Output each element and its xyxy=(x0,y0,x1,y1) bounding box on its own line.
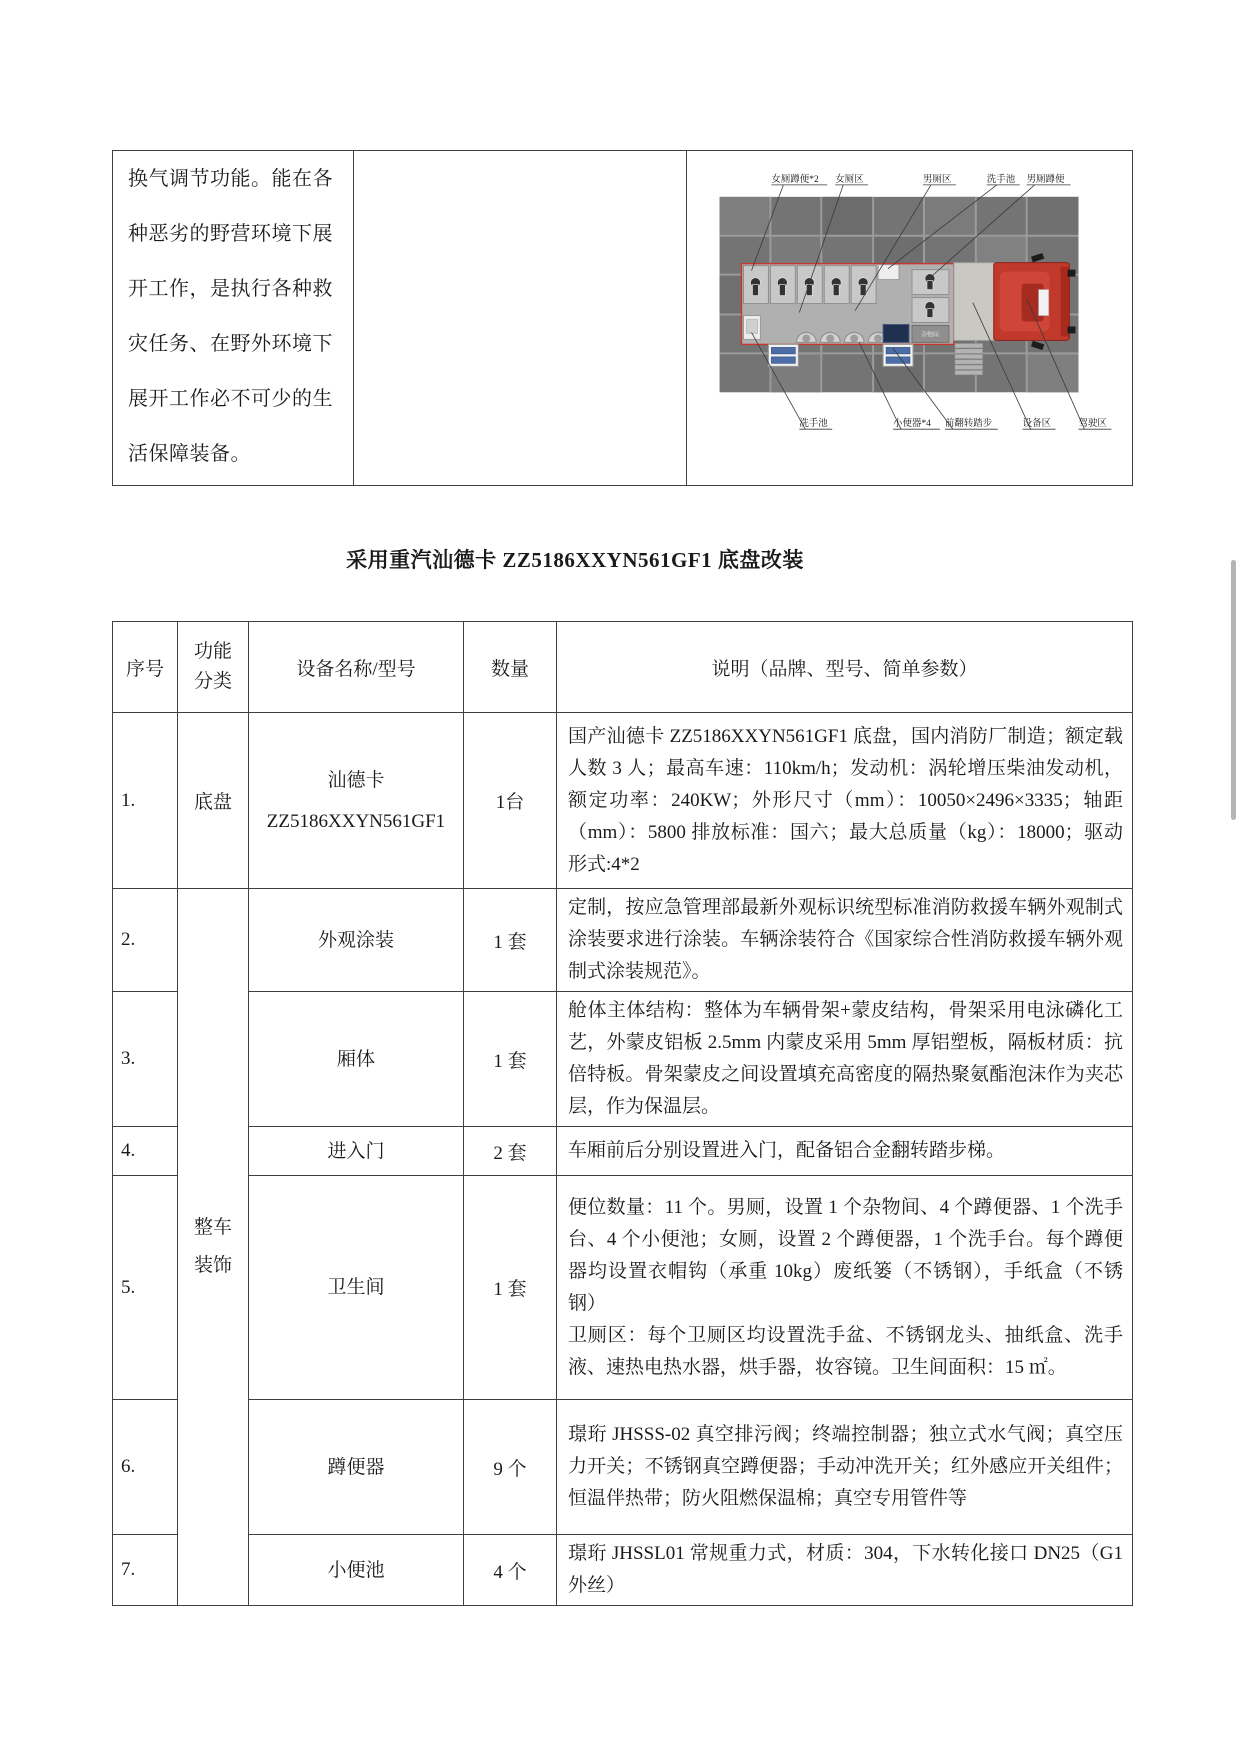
svg-text:男厕蹲便: 男厕蹲便 xyxy=(1026,174,1065,185)
row-qty: 9 个 xyxy=(464,1400,557,1535)
desc-paragraph: 璟珩 JHSSL01 常规重力式，材质：304，下水转化接口 DN25（G1 外丝） xyxy=(568,1543,1123,1596)
row-desc xyxy=(557,1127,1133,1176)
blue-panel xyxy=(883,324,909,342)
name-line: ZZ5186XXYN561GF1 xyxy=(266,810,446,832)
table-header-row xyxy=(113,622,1133,713)
washbasin xyxy=(743,316,760,340)
row-qty: 2 套 xyxy=(464,1127,557,1176)
top-table-image-cell xyxy=(687,151,1133,486)
desc-paragraph: 舱体主体结构：整体为车辆骨架+蒙皮结构，骨架采用电泳磷化工艺，外蒙皮铝板 2.5mm 内蒙皮采用 5mm 厚铝塑板，隔板材质：抗倍特板。骨架蒙皮之间设置填充高密度的隔热聚氨酯泡沫作为夹芯层，作为保温层。 xyxy=(568,1000,1123,1117)
desc-paragraph: 车厢前后分别设置进入门，配备铝合金翻转踏步梯。 xyxy=(568,1140,1006,1161)
svg-text:前翻转踏步: 前翻转踏步 xyxy=(944,419,993,430)
row-name xyxy=(249,889,464,992)
table-row xyxy=(113,1400,1133,1535)
row-name xyxy=(249,713,464,889)
row-category-merged: 整车装饰 xyxy=(178,889,249,1606)
name-line: 小便池 xyxy=(327,1559,385,1581)
row-desc xyxy=(557,713,1133,889)
svg-text:驾驶区: 驾驶区 xyxy=(1078,419,1107,430)
row-category: 底盘 xyxy=(178,713,249,889)
row-name xyxy=(249,1400,464,1535)
table-row xyxy=(113,992,1133,1127)
name-line: 外观涂装 xyxy=(317,929,394,951)
header-desc: 说明（品牌、型号、简单参数） xyxy=(557,622,1133,713)
svg-text:小便器*4: 小便器*4 xyxy=(893,419,931,430)
row-no: 5. xyxy=(113,1176,178,1400)
header-name: 设备名称/型号 xyxy=(249,622,464,713)
truck-cab xyxy=(994,253,1076,350)
female-stalls xyxy=(743,266,876,304)
row-no: 3. xyxy=(113,992,178,1127)
row-no: 1. xyxy=(113,713,178,889)
table-row xyxy=(113,1535,1133,1606)
table-row xyxy=(113,1176,1133,1400)
desc-paragraph: 国产汕德卡 ZZ5186XXYN561GF1 底盘，国内消防厂制造；额定载人数 3 人；最高车速：110km/h；发动机：涡轮增压柴油发动机，额定功率：240KW；外形尺寸（mm）：10050×2496×3335；轴距（mm）：5800 排放标准：国六；最大总质量（kg）：18000；驱动形式:4*2 xyxy=(568,725,1123,875)
row-desc xyxy=(557,1535,1133,1606)
top-table xyxy=(112,150,1133,486)
row-qty: 1 套 xyxy=(464,992,557,1127)
desc-paragraph: 定制，按应急管理部最新外观标识统型标准消防救援车辆外观制式涂装要求进行涂装。车辆涂装符合《国家综合性消防救援车辆外观制式涂装规范》。 xyxy=(568,897,1123,982)
name-line: 进入门 xyxy=(327,1140,385,1162)
svg-text:设备区: 设备区 xyxy=(1022,419,1052,430)
table-row xyxy=(113,889,1133,992)
header-category: 功能分类 xyxy=(178,622,249,713)
equipment-area xyxy=(954,263,994,341)
spec-table xyxy=(112,621,1133,1606)
row-name xyxy=(249,1535,464,1606)
top-table-text-cell: 换气调节功能。能在各种恶劣的野营环境下展开工作，是执行各种救灾任务、在野外环境下展开工作必不可少的生活保障装备。 xyxy=(113,151,354,486)
desc-paragraph: 卫厕区：每个卫厕区均设置洗手盆、不锈钢龙头、抽纸盒、洗手液、速热电热水器，烘手器，妆容镜。卫生间面积：15 ㎡。 xyxy=(568,1324,1123,1378)
svg-text:洗手池: 洗手池 xyxy=(986,174,1016,185)
name-line: 厢体 xyxy=(336,1048,375,1070)
row-qty: 4 个 xyxy=(464,1535,557,1606)
row-desc xyxy=(557,889,1133,992)
row-no: 7. xyxy=(113,1535,178,1606)
header-no: 序号 xyxy=(113,622,178,713)
top-table-empty-cell xyxy=(354,151,687,486)
row-name xyxy=(249,1176,464,1400)
table-row xyxy=(113,1127,1133,1176)
truck-layout-diagram xyxy=(687,151,1133,485)
header-qty: 数量 xyxy=(464,622,557,713)
desc-paragraph: 便位数量：11 个。男厕，设置 1 个杂物间、4 个蹲便器、1 个洗手台、4 个小便池；女厕，设置 2 个蹲便器，1 个洗手台。每个蹲便器均设置衣帽钩（承重 10kg）废纸篓（不锈钢），手纸盒（不锈钢） xyxy=(568,1196,1123,1314)
toilet-truck-topview-image xyxy=(687,151,1133,485)
name-line: 卫生间 xyxy=(327,1277,385,1298)
scrollbar-thumb[interactable] xyxy=(1231,560,1236,820)
svg-text:杂物间: 杂物间 xyxy=(920,332,939,339)
row-name xyxy=(249,992,464,1127)
svg-text:男厕区: 男厕区 xyxy=(922,174,952,185)
svg-text:女厕区: 女厕区 xyxy=(835,174,864,185)
row-desc xyxy=(557,1176,1133,1400)
name-line: 蹲便器 xyxy=(327,1456,385,1478)
section-title: 采用重汽汕德卡 ZZ5186XXYN561GF1 底盘改装 xyxy=(346,548,804,572)
desc-paragraph: 璟珩 JHSSS-02 真空排污阀；终端控制器；独立式水气阀；真空压力开关；不锈钢真空蹲便器；手动冲洗开关；红外感应开关组件；恒温伴热带；防火阻燃保温棉；真空专用管件等 xyxy=(568,1424,1123,1509)
table-row xyxy=(113,713,1133,889)
row-desc xyxy=(557,1400,1133,1535)
row-qty: 1 套 xyxy=(464,1176,557,1400)
name-line: 汕德卡 xyxy=(327,769,385,791)
row-qty: 1 套 xyxy=(464,889,557,992)
storage-room xyxy=(912,325,949,342)
svg-text:女厕蹲便*2: 女厕蹲便*2 xyxy=(771,174,819,185)
row-no: 2. xyxy=(113,889,178,992)
row-desc xyxy=(557,992,1133,1127)
row-name xyxy=(249,1127,464,1176)
svg-text:洗手池: 洗手池 xyxy=(799,419,828,430)
row-no: 6. xyxy=(113,1400,178,1535)
row-no: 4. xyxy=(113,1127,178,1176)
row-qty: 1台 xyxy=(464,713,557,889)
